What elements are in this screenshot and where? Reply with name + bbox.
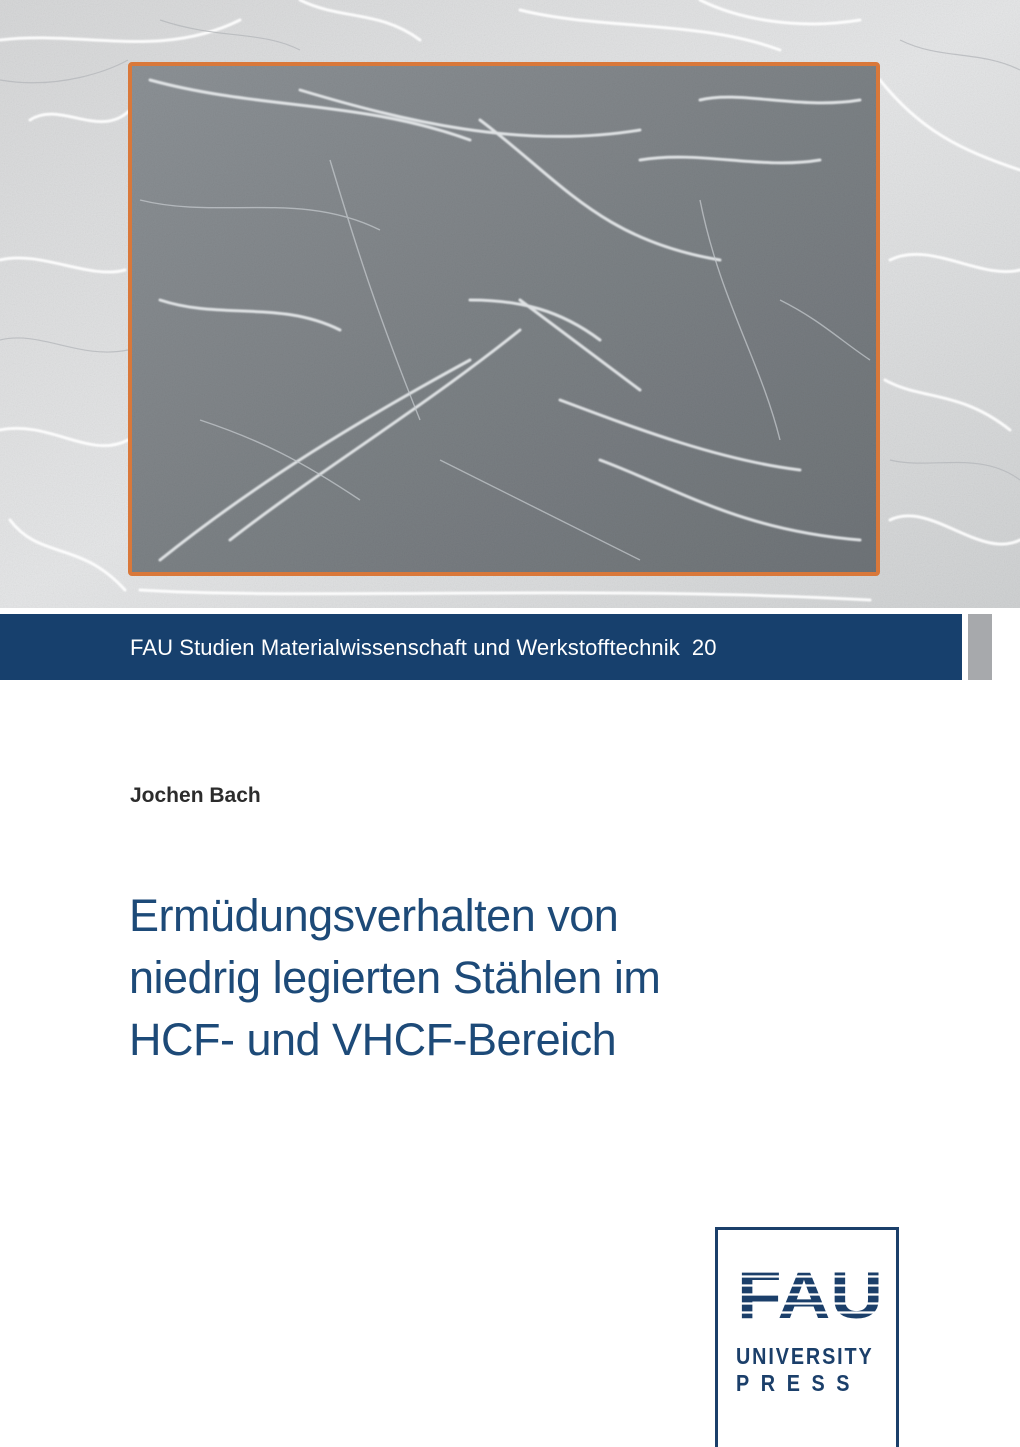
title-line-1: Ermüdungsverhalten von — [129, 890, 619, 941]
series-title — [130, 634, 717, 662]
logo-university-text: UNIVERSITY — [736, 1343, 874, 1369]
series-band-end-block — [968, 614, 992, 680]
book-title — [129, 885, 889, 1071]
fau-logo-icon — [737, 1268, 883, 1320]
logo-press-text: PRESS — [736, 1370, 862, 1396]
cover-micrograph-image — [0, 0, 1020, 608]
title-line-2: niedrig legierten Stählen im — [129, 952, 661, 1003]
series-number: 20 — [691, 635, 717, 660]
publisher-logo — [715, 1227, 899, 1447]
series-name: FAU Studien Materialwissenschaft und Werkstofftechnik — [130, 635, 680, 660]
title-line-3: HCF- und VHCF-Bereich — [129, 1014, 617, 1065]
author-name: Jochen Bach — [130, 784, 261, 807]
